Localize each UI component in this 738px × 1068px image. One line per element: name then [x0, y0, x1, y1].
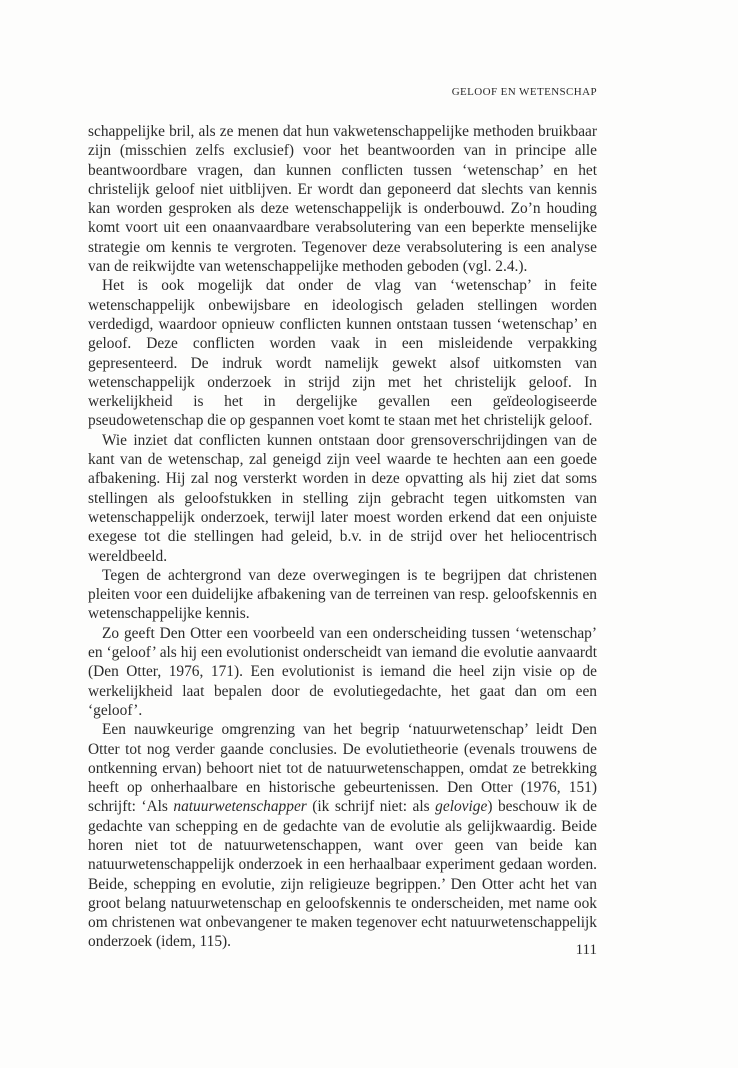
paragraph-3: Wie inziet dat conflicten kunnen ontstaan door grensoverschrijdingen van de kant van de wetenschap, zal geneigd zijn veel waarde te hechten aan een goede afbakening. Hij zal nog versterkt worden in deze opvatting als hij ziet dat soms stellingen als geloofstukken in stelling zijn gebracht tegen uitkomsten van wetenschappelijk onderzoek, terwijl later moest worden erkend dat een onjuiste exegese tot die stellingen had geleid, b.v. in de strijd over het heliocentrisch wereldbeeld. [88, 431, 597, 565]
italic-term: gelovige [435, 798, 488, 816]
page-number: 111 [575, 942, 597, 958]
paragraph-5: Zo geeft Den Otter een voorbeeld van een onderscheiding tussen ‘wetenschap’ en ‘geloof’ als hij een evolutionist onderscheidt van iemand die evolutie aanvaardt (Den Otter, 1976, 171). Een evolutionist is iemand die heel zijn visie op de werkelijkheid laat bepalen door de evolutiegedachte, het gaat dan om een ‘geloof’. [88, 624, 597, 719]
paragraph-1: schappelijke bril, als ze menen dat hun vakwetenschappelijke methoden bruikbaar zijn (misschien zelfs exclusief) voor het beantwoorden van in principe alle beantwoordbare vragen, dan kunnen conflicten tussen ‘wetenschap’ en het christelijk geloof niet uitblijven. Er wordt dan geponeerd dat slechts van kennis kan worden gesproken als deze wetenschappelijk is onderbouwd. Zo’n houding komt voort uit een onaanvaardbare verabsolutering van een beperkte menselijke strategie om kennis te vergroten. Tegenover deze verabsolutering is een analyse van de reikwijdte van wetenschappelijke methoden geboden (vgl. 2.4.). [88, 123, 597, 276]
paragraph-6: Een nauwkeurige omgrenzing van het begrip ‘natuurwetenschap’ leidt Den Otter tot nog verder gaande conclusies. De evolutietheorie (evenals trouwens de ontkenning ervan) behoort niet tot de natuurwetenschappen, omdat ze betrekking heeft op onherhaalbare en historische gebeurtenissen. Den Otter (1976, 151) schrijft: ‘Als natuurwetenschapper (ik schrijf niet: als gelovige) beschouw ik de gedachte van schepping en de gedachte van de evolutie als gelijkwaardig. Beide horen niet tot de natuurwetenschappen, want over geen van beide kan natuurwetenschappelijk onderzoek in een herhaalbaar experiment gedaan worden. Beide, schepping en evolutie, zijn religieuze begrippen.’ Den Otter acht het van groot belang natuurwetenschap en geloofskennis te onderscheiden, met name ook om christenen wat onbevangener te maken tegenover echt natuurwetenschappelijk onderzoek (idem, 115). [88, 721, 597, 951]
body-text [88, 122, 597, 952]
running-header: GELOOF EN WETENSCHAP [451, 86, 597, 98]
paragraph-4: Tegen de achtergrond van deze overwegingen is te begrijpen dat christenen pleiten voor een duidelijke afbakening van de terreinen van resp. geloofskennis en wetenschappelijke kennis. [88, 566, 597, 623]
paragraph-2: Het is ook mogelijk dat onder de vlag van ‘wetenschap’ in feite wetenschappelijk onbewijsbare en ideologisch geladen stellingen worden verdedigd, waardoor opnieuw conflicten kunnen ontstaan tussen ‘wetenschap’ en geloof. Deze conflicten worden vaak in een misleidende verpakking gepresenteerd. De indruk wordt namelijk gewekt alsof uitkomsten van wetenschappelijk onderzoek in strijd zijn met het christelijk geloof. In werkelijkheid is het in dergelijke gevallen een geïdeologiseerde pseudowetenschap die op gespannen voet komt te staan met het christelijk geloof. [88, 277, 597, 430]
italic-term: natuurwetenschapper [173, 798, 307, 816]
